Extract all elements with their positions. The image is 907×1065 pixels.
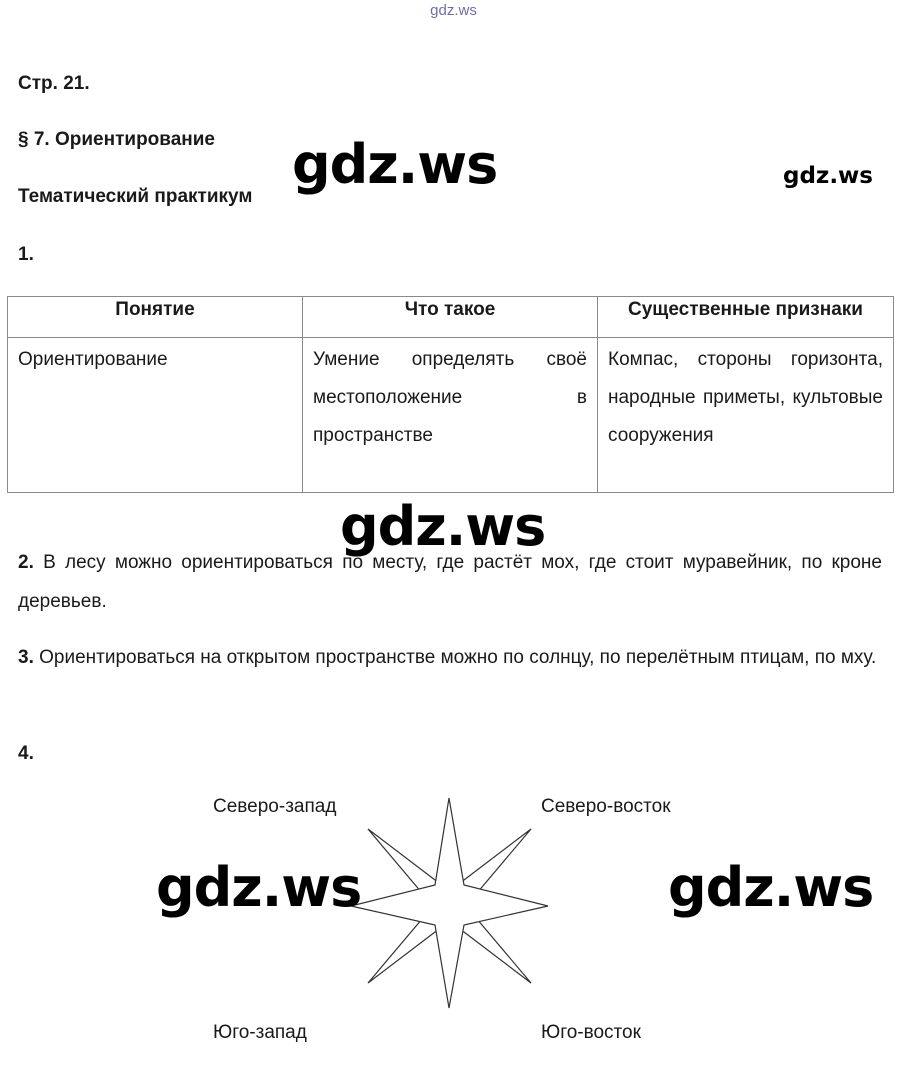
watermark-large-2: gdz.ws bbox=[340, 495, 546, 558]
watermark-large-1: gdz.ws bbox=[292, 133, 498, 196]
label-northeast: Северо-восток bbox=[541, 796, 671, 817]
compass-cardinal-star bbox=[351, 798, 548, 1008]
watermark-small: gdz.ws bbox=[783, 163, 873, 189]
watermark-large-4: gdz.ws bbox=[668, 856, 874, 919]
section-title: § 7. Ориентирование bbox=[18, 129, 215, 150]
page-reference: Стр. 21. bbox=[18, 73, 90, 94]
task1-number: 1. bbox=[18, 244, 34, 265]
label-northwest: Северо-запад bbox=[213, 796, 337, 817]
task3-text: Ориентироваться на открытом пространстве можно по солнцу, по перелётным птицам, по мху. bbox=[39, 647, 877, 668]
task3-number: 3. bbox=[18, 647, 34, 668]
header-definition: Что такое bbox=[303, 297, 598, 338]
task2-text: В лесу можно ориентироваться по месту, где растёт мох, где стоит муравейник, по кроне деревьев. bbox=[18, 552, 882, 612]
label-southeast: Юго-восток bbox=[541, 1022, 641, 1043]
label-southwest: Юго-запад bbox=[213, 1022, 307, 1043]
cell-features: Компас, стороны горизонта, народные приметы, культовые сооружения bbox=[598, 338, 894, 493]
header-features: Существенные признаки bbox=[598, 297, 894, 338]
watermark-large-3: gdz.ws bbox=[156, 856, 362, 919]
top-watermark: gdz.ws bbox=[430, 2, 477, 19]
subsection-title: Тематический практикум bbox=[18, 186, 253, 207]
header-concept: Понятие bbox=[8, 297, 303, 338]
task2-number: 2. bbox=[18, 552, 34, 573]
cell-definition: Умение определять своё местоположение в пространстве bbox=[303, 338, 598, 493]
task4-number: 4. bbox=[18, 743, 34, 764]
cell-concept: Ориентирование bbox=[8, 338, 303, 493]
